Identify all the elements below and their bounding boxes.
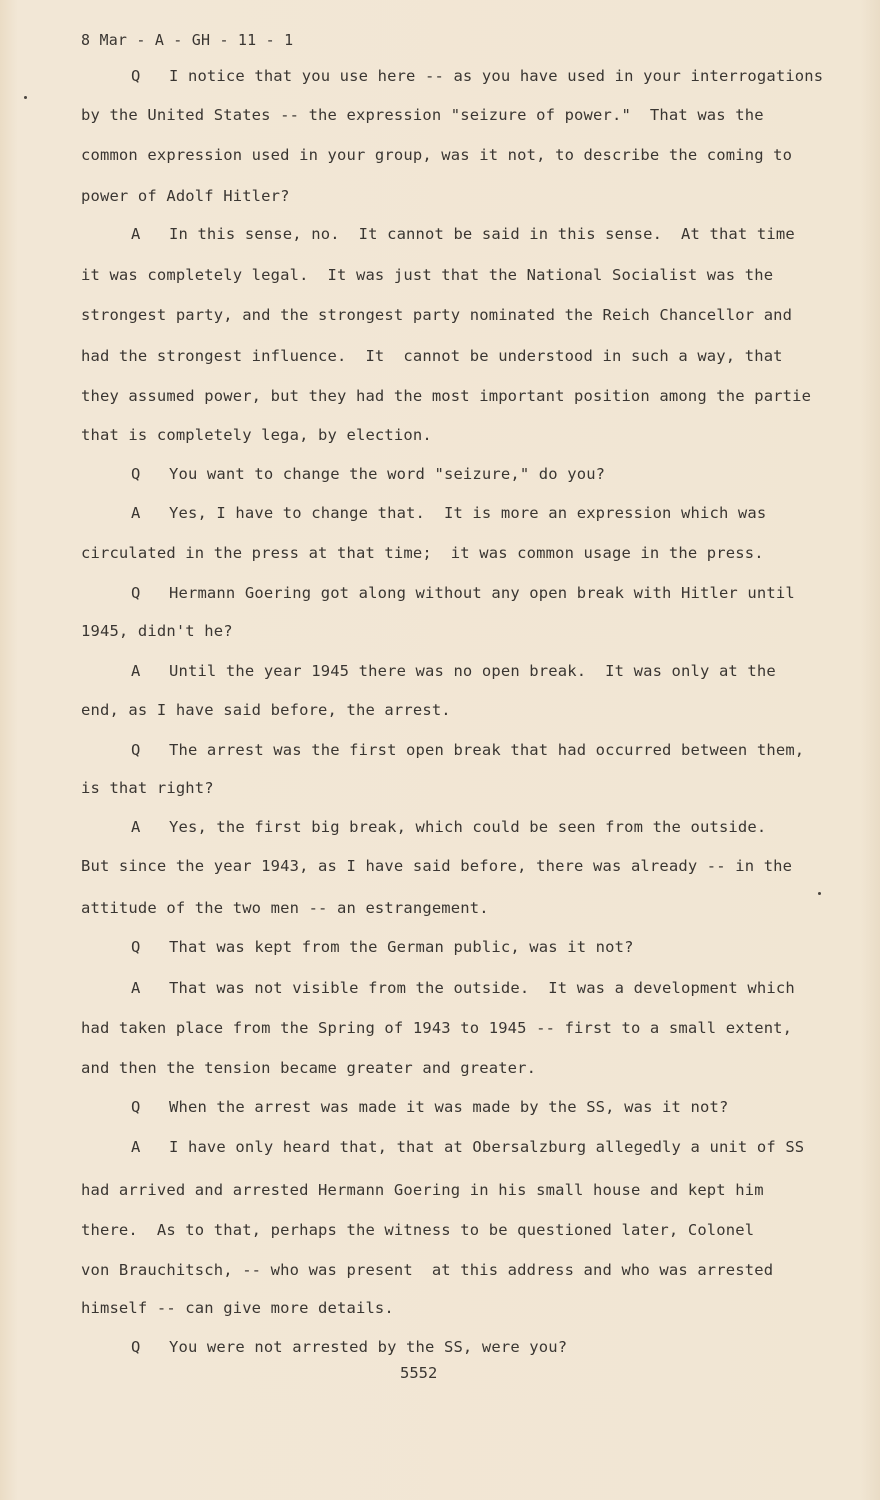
transcript-line <box>81 145 792 165</box>
transcript-line <box>81 186 290 206</box>
transcript-line <box>81 937 634 957</box>
line-text: himself -- can give more details. <box>81 1299 394 1317</box>
line-text: 1945, didn't he? <box>81 622 233 640</box>
transcript-line <box>81 661 776 681</box>
speaker-label: Q <box>131 67 141 85</box>
line-text: by the United States -- the expression "seizure of power." That was the <box>81 106 764 124</box>
line-text: When the arrest was made it was made by the SS, was it not? <box>169 1098 729 1116</box>
transcript-line <box>81 621 233 641</box>
speaker-label: Q <box>131 465 141 483</box>
transcript-line <box>81 1058 536 1078</box>
transcript-line <box>81 1097 728 1117</box>
line-text: it was completely legal. It was just that the National Socialist was the <box>81 266 774 284</box>
line-text: Until the year 1945 there was no open break. It was only at the <box>169 662 776 680</box>
transcript-line <box>81 978 795 998</box>
transcript-line <box>81 1180 764 1200</box>
speaker-label: Q <box>131 584 141 602</box>
transcript-line <box>81 503 766 523</box>
speaker-label: Q <box>131 938 141 956</box>
line-text: end, as I have said before, the arrest. <box>81 701 451 719</box>
transcript-line <box>81 386 811 406</box>
transcript-line <box>81 265 773 285</box>
transcript-line <box>81 105 764 125</box>
transcript-line <box>81 1018 792 1038</box>
speaker-label: A <box>131 504 141 522</box>
speaker-label: Q <box>131 1098 141 1116</box>
transcript-line <box>81 898 489 918</box>
line-text: common expression used in your group, was it not, to describe the coming to <box>81 146 793 164</box>
line-text: In this sense, no. It cannot be said in this sense. At that time <box>169 225 795 243</box>
transcript-line <box>81 817 766 837</box>
line-text: The arrest was the first open break that had occurred between them, <box>169 741 805 759</box>
line-text: had the strongest influence. It cannot be understood in such a way, that <box>81 347 783 365</box>
transcript-line <box>81 583 795 603</box>
line-text: I notice that you use here -- as you have used in your interrogations <box>169 67 824 85</box>
transcript-line <box>81 1260 773 1280</box>
line-text: You want to change the word "seizure," do you? <box>169 465 606 483</box>
speaker-label: A <box>131 818 141 836</box>
line-text: and then the tension became greater and greater. <box>81 1059 537 1077</box>
line-text: You were not arrested by the SS, were you? <box>169 1338 568 1356</box>
transcript-line <box>81 1337 567 1357</box>
line-text: von Brauchitsch, -- who was present at this address and who was arrested <box>81 1261 774 1279</box>
line-text: had taken place from the Spring of 1943 to 1945 -- first to a small extent, <box>81 1019 793 1037</box>
transcript-line <box>81 700 451 720</box>
line-text: That was not visible from the outside. It was a development which <box>169 979 795 997</box>
transcript-line <box>81 778 214 798</box>
speaker-label: A <box>131 662 141 680</box>
speaker-label: A <box>131 979 141 997</box>
transcript-line <box>81 1137 804 1157</box>
transcript-line <box>81 346 783 366</box>
paper-speck <box>24 96 27 99</box>
speaker-label: A <box>131 225 141 243</box>
speaker-label: Q <box>131 1338 141 1356</box>
line-text: That was kept from the German public, was it not? <box>169 938 634 956</box>
line-text: But since the year 1943, as I have said before, there was already -- in the <box>81 857 793 875</box>
page-header: 8 Mar - A - GH - 11 - 1 <box>81 31 294 49</box>
line-text: Yes, the first big break, which could be seen from the outside. <box>169 818 767 836</box>
paper-speck <box>818 892 821 895</box>
transcript-line <box>81 1298 394 1318</box>
transcript-line <box>81 856 792 876</box>
line-text: Hermann Goering got along without any open break with Hitler until <box>169 584 795 602</box>
transcript-line <box>81 740 804 760</box>
line-text: had arrived and arrested Hermann Goering in his small house and kept him <box>81 1181 764 1199</box>
page-number: 5552 <box>400 1364 438 1382</box>
line-text: there. As to that, perhaps the witness to be questioned later, Colonel <box>81 1221 755 1239</box>
line-text: circulated in the press at that time; it was common usage in the press. <box>81 544 764 562</box>
line-text: power of Adolf Hitler? <box>81 187 290 205</box>
transcript-line <box>81 425 432 445</box>
line-text: strongest party, and the strongest party nominated the Reich Chancellor and <box>81 306 793 324</box>
line-text: that is completely lega, by election. <box>81 426 432 444</box>
speaker-label: Q <box>131 741 141 759</box>
transcript-line <box>81 543 764 563</box>
transcript-line <box>81 1220 754 1240</box>
line-text: is that right? <box>81 779 214 797</box>
speaker-label: A <box>131 1138 141 1156</box>
line-text: I have only heard that, that at Obersalzburg allegedly a unit of SS <box>169 1138 805 1156</box>
line-text: attitude of the two men -- an estrangement. <box>81 899 489 917</box>
transcript-line <box>81 224 795 244</box>
line-text: they assumed power, but they had the most important position among the partie <box>81 387 812 405</box>
line-text: Yes, I have to change that. It is more an expression which was <box>169 504 767 522</box>
transcript-line <box>81 305 792 325</box>
transcript-line <box>81 464 605 484</box>
transcript-line <box>81 66 823 86</box>
